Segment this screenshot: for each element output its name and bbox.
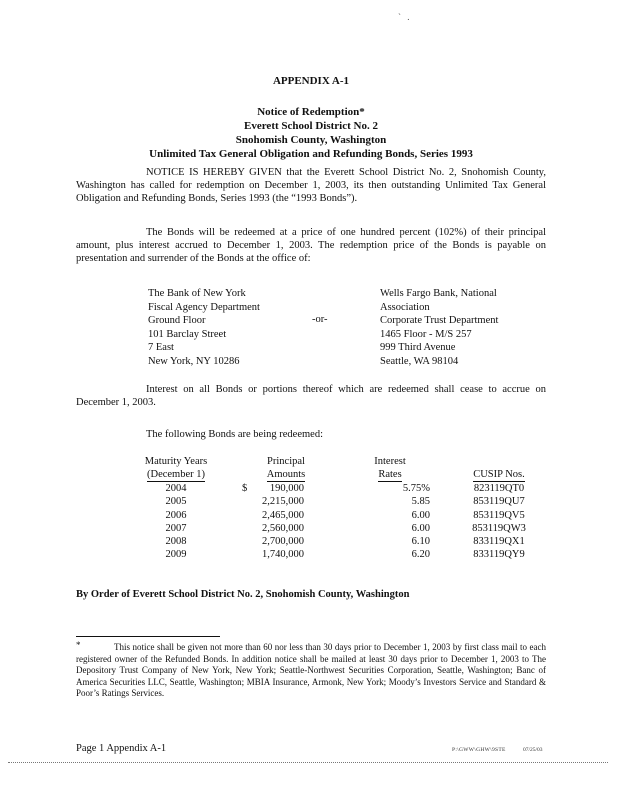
address-right-line: Seattle, WA 98104 — [380, 355, 459, 367]
cell-rate: 6.00 — [411, 509, 430, 521]
series-heading: Unlimited Tax General Obligation and Refunding Bonds, Series 1993 — [149, 148, 473, 160]
table-row — [130, 548, 558, 561]
address-left-line: 101 Barclay Street — [148, 328, 227, 340]
header-amount-line2: Amounts — [266, 469, 306, 480]
county-heading: Snohomish County, Washington — [235, 134, 387, 146]
appendix-heading: APPENDIX A-1 — [272, 75, 350, 87]
table-row — [130, 495, 558, 508]
footer-date-code: 07/25/03 — [523, 747, 543, 753]
footnote-mark: * — [76, 640, 81, 650]
stray-marks: ` . — [398, 12, 412, 22]
cell-cusip: 853119QW3 — [472, 522, 526, 534]
cell-year: 2006 — [165, 509, 187, 521]
header-principal-amounts — [222, 455, 350, 482]
amount-value: 2,215,000 — [262, 496, 304, 508]
footer-page-label: Page 1 Appendix A-1 — [76, 743, 167, 754]
address-right-line: Association — [380, 301, 430, 313]
cell-cusip: 833119QX1 — [473, 536, 525, 548]
or-separator: -or- — [312, 314, 328, 325]
interest-cease-paragraph: Interest on all Bonds or portions thereof which are redeemed shall cease to accrue on December 1, 2003. — [76, 384, 546, 409]
address-right-line: 999 Third Avenue — [380, 342, 456, 353]
address-left-line: Fiscal Agency Department — [148, 301, 260, 313]
header-rate-line1: Interest — [374, 456, 406, 467]
bonds-intro-paragraph: The following Bonds are being redeemed: — [146, 429, 323, 440]
amount-value: 190,000 — [269, 483, 304, 494]
cell-amount — [222, 535, 350, 548]
order-signature-line: By Order of Everett School District No. 2, Snohomish County, Washington — [76, 589, 410, 600]
title-block — [0, 74, 622, 161]
header-rate-line2: Rates — [378, 469, 402, 480]
cell-amount — [222, 548, 350, 561]
cell-rate: 6.10 — [411, 536, 430, 548]
table-header-row — [130, 455, 558, 482]
cell-cusip: 823119QT0 — [473, 483, 525, 494]
table-row — [130, 522, 558, 535]
header-year-line1: Maturity Years — [144, 456, 208, 467]
cell-year: 2008 — [165, 536, 187, 548]
amount-value: 2,700,000 — [262, 536, 304, 548]
footnote-text: This notice shall be given not more than 60 nor less than 30 days prior to December 1, 2003 by first class mail to each registered owner of the Refunded Bonds. In addition notice shall be mailed at least 30 days prior to December 1, 2003 to The Depository Trust Company of New York, New York; Seattle-Northwest Securities Corporation, Seattle, Washington; Banc of America Securities LLC, Seattle, Washington; MBIA Insurance, Armonk, New York; Moody’s Investors Service and Standard & Poor’s Ratings Services. — [76, 642, 546, 698]
cell-year: 2009 — [165, 549, 187, 561]
address-left-line: New York, NY 10286 — [148, 355, 240, 367]
cell-cusip: 853119QU7 — [473, 496, 525, 508]
address-right-line: 1465 Floor - M/S 257 — [380, 328, 472, 340]
cell-rate: 5.85 — [411, 496, 430, 508]
table-row — [130, 509, 558, 522]
notice-paragraph: NOTICE IS HEREBY GIVEN that the Everett School District No. 2, Snohomish County, Washington has called for redemption on December 1, 2003, its then outstanding Unlimited Tax General Obligation and Refunding Bonds, Series 1993 (the “1993 Bonds”). — [76, 167, 546, 205]
cell-year: 2004 — [165, 483, 187, 494]
scan-edge-line — [8, 762, 608, 763]
footnote-rule — [76, 636, 220, 637]
footnote — [76, 642, 546, 700]
header-cusip — [440, 455, 558, 482]
cell-amount — [222, 509, 350, 522]
header-year-line2: (December 1) — [146, 469, 205, 480]
cell-cusip: 833119QY9 — [473, 549, 525, 561]
cell-year: 2005 — [165, 496, 187, 508]
cell-rate: 6.00 — [411, 522, 430, 534]
cell-year: 2007 — [165, 522, 187, 534]
header-interest-rates — [350, 455, 440, 482]
address-left-line: The Bank of New York — [148, 288, 246, 299]
footer-file-code: P:\GWW\GHW\9STE — [452, 747, 506, 753]
cell-rate: 6.20 — [411, 549, 430, 561]
cell-rate: 5.75% — [402, 483, 430, 494]
bonds-table — [130, 455, 558, 562]
table-row — [130, 482, 558, 495]
notice-heading: Notice of Redemption* — [257, 106, 365, 118]
header-amount-line1: Principal — [267, 456, 305, 467]
cell-amount — [222, 522, 350, 535]
address-left-line: 7 East — [148, 342, 174, 353]
amount-value: 1,740,000 — [262, 549, 304, 561]
address-left-line: Ground Floor — [148, 315, 206, 326]
header-cusip-label: CUSIP Nos. — [473, 469, 525, 480]
amount-value: 2,560,000 — [262, 522, 304, 534]
address-right-line: Wells Fargo Bank, National — [380, 288, 497, 299]
header-maturity-years — [130, 455, 222, 482]
address-right — [380, 287, 498, 368]
district-heading: Everett School District No. 2 — [244, 120, 378, 132]
address-right-line: Corporate Trust Department — [380, 315, 499, 326]
table-row — [130, 535, 558, 548]
address-left — [148, 287, 260, 368]
dollar-sign: $ — [242, 483, 248, 494]
cell-amount — [222, 482, 350, 495]
cell-cusip: 853119QV5 — [473, 509, 525, 521]
amount-value: 2,465,000 — [262, 509, 304, 521]
cell-amount — [222, 495, 350, 508]
redemption-price-paragraph: The Bonds will be redeemed at a price of one hundred percent (102%) of their principal amount, plus interest accrued to December 1, 2003. The redemption price of the Bonds is payable on presentation and surrender of the Bonds at the office of: — [76, 227, 546, 265]
